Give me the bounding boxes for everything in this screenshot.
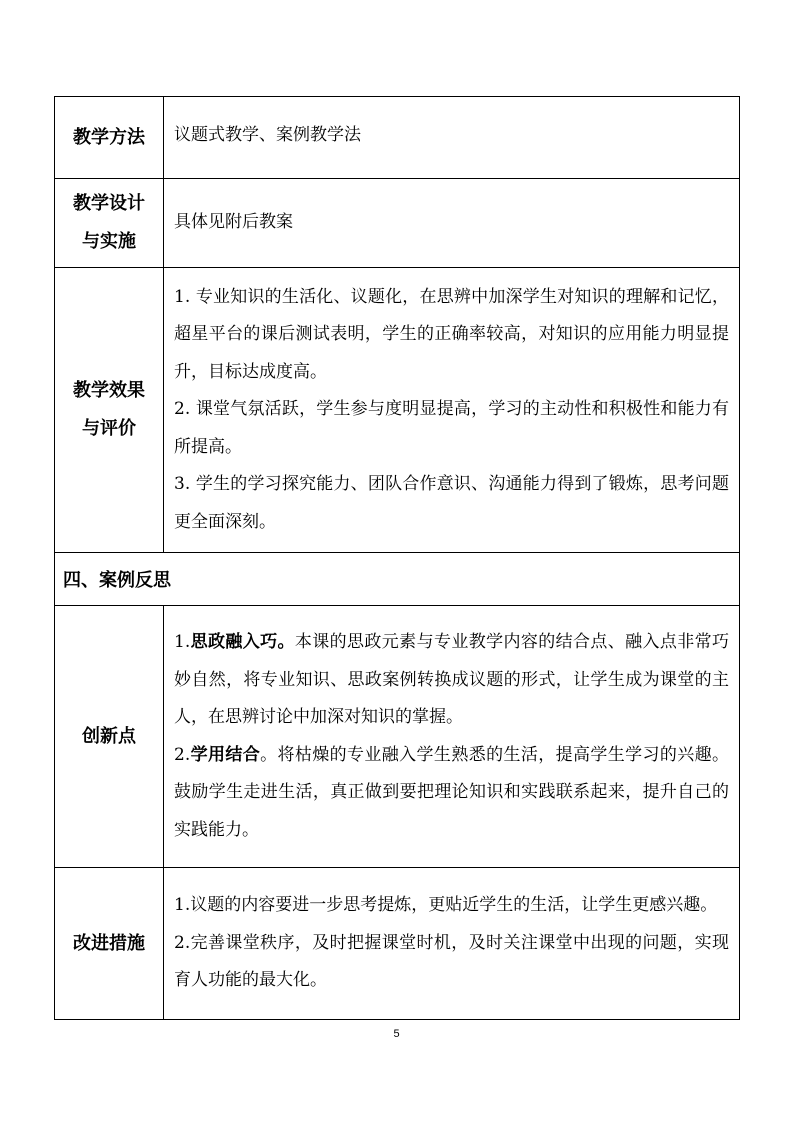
improve-paragraph-2: 2.完善课堂秩序，及时把握课堂时机，及时关注课堂中出现的问题，实现育人功能的最大化。 bbox=[174, 932, 729, 991]
content-teaching-effect bbox=[164, 268, 740, 553]
content-innovation bbox=[164, 606, 740, 868]
content-teaching-design: 具体见附后教案 bbox=[164, 179, 740, 268]
label-improvement: 改进措施 bbox=[55, 868, 164, 1020]
teaching-case-table bbox=[54, 96, 740, 1020]
label-innovation: 创新点 bbox=[55, 606, 164, 868]
table-row bbox=[55, 553, 740, 606]
table-row bbox=[55, 179, 740, 268]
table-row bbox=[55, 97, 740, 179]
page-number: 5 bbox=[393, 1028, 400, 1040]
label-teaching-effect: 教学效果 与评价 bbox=[55, 268, 164, 553]
label-teaching-design: 教学设计 与实施 bbox=[55, 179, 164, 268]
innovation-paragraph-1: 1.思政融入巧。本课的思政元素与专业教学内容的结合点、融入点非常巧妙自然，将专业知识、思政案例转换成议题的形式，让学生成为课堂的主人，在思辨讨论中加深对知识的掌握。 bbox=[174, 632, 730, 727]
section-title-case-reflection: 四、案例反思 bbox=[55, 553, 740, 606]
table-row bbox=[55, 606, 740, 868]
table-row bbox=[55, 268, 740, 553]
effect-paragraph-1: 1. 专业知识的生活化、议题化，在思辨中加深学生对知识的理解和记忆，超星平台的课后测试表明，学生的正确率较高，对知识的应用能力明显提升，目标达成度高。 bbox=[174, 286, 729, 382]
effect-paragraph-3: 3. 学生的学习探究能力、团队合作意识、沟通能力得到了锻炼，思考问题更全面深刻。 bbox=[174, 474, 729, 532]
innovation-paragraph-2: 2.学用结合。将枯燥的专业融入学生熟悉的生活，提高学生学习的兴趣。鼓励学生走进生活，真正做到要把理论知识和实践联系起来，提升自己的实践能力。 bbox=[174, 744, 730, 840]
content-improvement bbox=[164, 868, 740, 1020]
table-row bbox=[55, 868, 740, 1020]
improve-paragraph-1: 1.议题的内容要进一步思考提炼，更贴近学生的生活，让学生更感兴趣。 bbox=[174, 895, 718, 916]
content-teaching-method: 议题式教学、案例教学法 bbox=[164, 97, 740, 179]
label-teaching-method: 教学方法 bbox=[55, 97, 164, 179]
effect-paragraph-2: 2. 课堂气氛活跃，学生参与度明显提高，学习的主动性和积极性和能力有所提高。 bbox=[174, 399, 729, 457]
